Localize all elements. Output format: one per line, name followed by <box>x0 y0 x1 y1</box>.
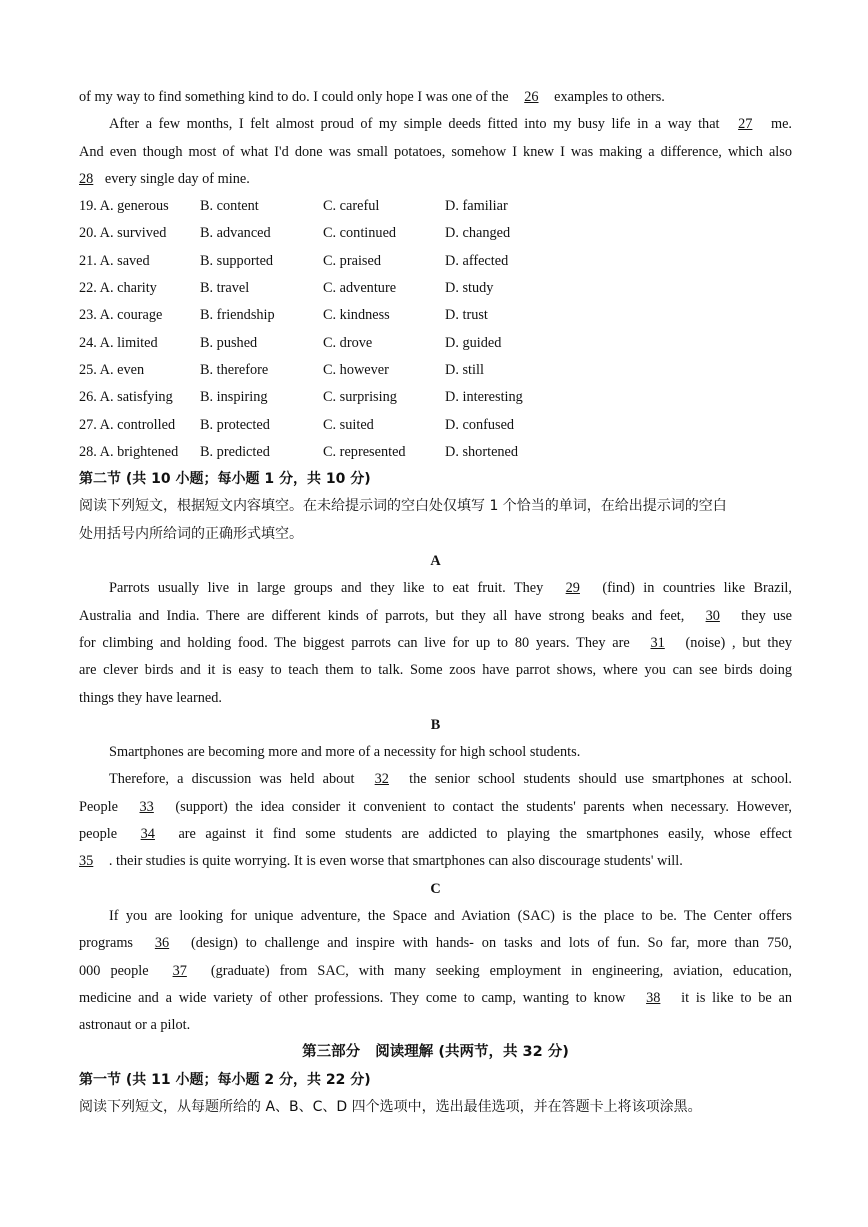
options-list <box>79 193 792 466</box>
instructions: 处用括号内所给词的正确形式填空。 <box>79 525 303 542</box>
text-line: 28 every single day of mine. <box>79 166 792 193</box>
blank-36: 36 <box>154 935 170 952</box>
blank-32: 32 <box>374 771 389 788</box>
text-line: things they have learned. <box>79 689 222 706</box>
option-row: 20. A. survived B. advanced C. continued D. changed <box>79 225 511 242</box>
blank-26: 26 <box>524 89 539 105</box>
text-line: If you are looking for unique adventure, the Space and Aviation (SAC) is the place to be. The Center offers <box>109 907 792 924</box>
text-line: After a few months, I felt almost proud of my simple deeds fitted into my busy life in a way that 27 me. <box>79 111 792 138</box>
passage-label: B <box>430 716 441 733</box>
text-line: 35 . their studies is quite worrying. It is even worse that smartphones can also discourage students' will. <box>79 848 792 875</box>
section-heading: 第二节 (共 10 小题；每小题 1 分，共 10 分) <box>79 471 371 488</box>
text-line: for climbing and holding food. The biggest parrots can live for up to 80 years. They are 31 (noise) , but they <box>79 630 792 657</box>
passage-label: C <box>430 880 441 897</box>
text-line: of my way to find something kind to do. I could only hope I was one of the 26 examples to others. <box>79 84 792 111</box>
blank-31: 31 <box>650 634 665 651</box>
option-row: 26. A. satisfying B. inspiring C. surprising D. interesting <box>79 389 523 406</box>
blank-30: 30 <box>705 607 720 624</box>
option-row: 27. A. controlled B. protected C. suited D. confused <box>79 416 515 433</box>
part-title: 第三部分 阅读理解 (共两节，共 32 分) <box>302 1044 569 1061</box>
blank-27: 27 <box>738 116 753 133</box>
blank-29: 29 <box>565 580 580 597</box>
text-line: People 33 (support) the idea consider it convenient to contact the students' parents when necessary. However, <box>79 794 792 821</box>
blank-35: 35 <box>79 853 94 870</box>
passage-label: A <box>430 553 441 570</box>
blank-28: 28 <box>79 170 94 187</box>
blank-34: 34 <box>140 826 155 843</box>
option-row: 22. A. charity B. travel C. adventure D. study <box>79 280 494 297</box>
option-row: 19. A. generous B. content C. careful D. familiar <box>79 198 508 215</box>
option-row: 23. A. courage B. friendship C. kindness D. trust <box>79 307 488 324</box>
section-heading: 第一节 (共 11 小题；每小题 2 分，共 22 分) <box>79 1071 371 1088</box>
blank-38: 38 <box>646 989 661 1006</box>
option-row: 28. A. brightened B. predicted C. represented D. shortened <box>79 443 519 460</box>
option-row: 24. A. limited B. pushed C. drove D. guided <box>79 334 502 351</box>
exam-page <box>79 84 792 1121</box>
text-line: 000 people 37 (graduate) from SAC, with many seeking employment in engineering, aviation, education, <box>79 958 792 985</box>
text-line: are clever birds and it is easy to teach them to talk. Some zoos have parrot shows, where you can see birds doing <box>79 662 792 679</box>
text-line: Parrots usually live in large groups and they like to eat fruit. They 29 (find) in countries like Brazil, <box>79 575 792 602</box>
blank-33: 33 <box>139 798 154 815</box>
text-line: Australia and India. There are different kinds of parrots, but they all have strong beaks and feet, 30 they use <box>79 603 792 630</box>
option-row: 21. A. saved B. supported C. praised D. affected <box>79 252 509 269</box>
text-line: Therefore, a discussion was held about 32 the senior school students should use smartphones at school. <box>79 766 792 793</box>
instructions: 阅读下列短文，根据短文内容填空。在未给提示词的空白处仅填写 1 个恰当的单词，在给出提示词的空白 <box>79 498 727 515</box>
text-line: astronaut or a pilot. <box>79 1017 191 1034</box>
instructions: 阅读下列短文，从每题所给的 A、B、C、D 四个选项中，选出最佳选项，并在答题卡上将该项涂黑。 <box>79 1098 702 1115</box>
text-line: people 34 are against it find some students are addicted to playing the smartphones easily, whose effect <box>79 821 792 848</box>
text-line: programs 36 (design) to challenge and inspire with hands- on tasks and lots of fun. So far, more than 750, <box>79 930 792 957</box>
blank-37: 37 <box>172 962 187 979</box>
text-line: And even though most of what I'd done was small potatoes, somehow I knew I was making a difference, which also <box>79 143 792 160</box>
text-line: Smartphones are becoming more and more of a necessity for high school students. <box>109 744 581 761</box>
option-row: 25. A. even B. therefore C. however D. still <box>79 361 484 378</box>
text-line: medicine and a wide variety of other professions. They come to camp, wanting to know 38 it is like to be an <box>79 985 792 1012</box>
